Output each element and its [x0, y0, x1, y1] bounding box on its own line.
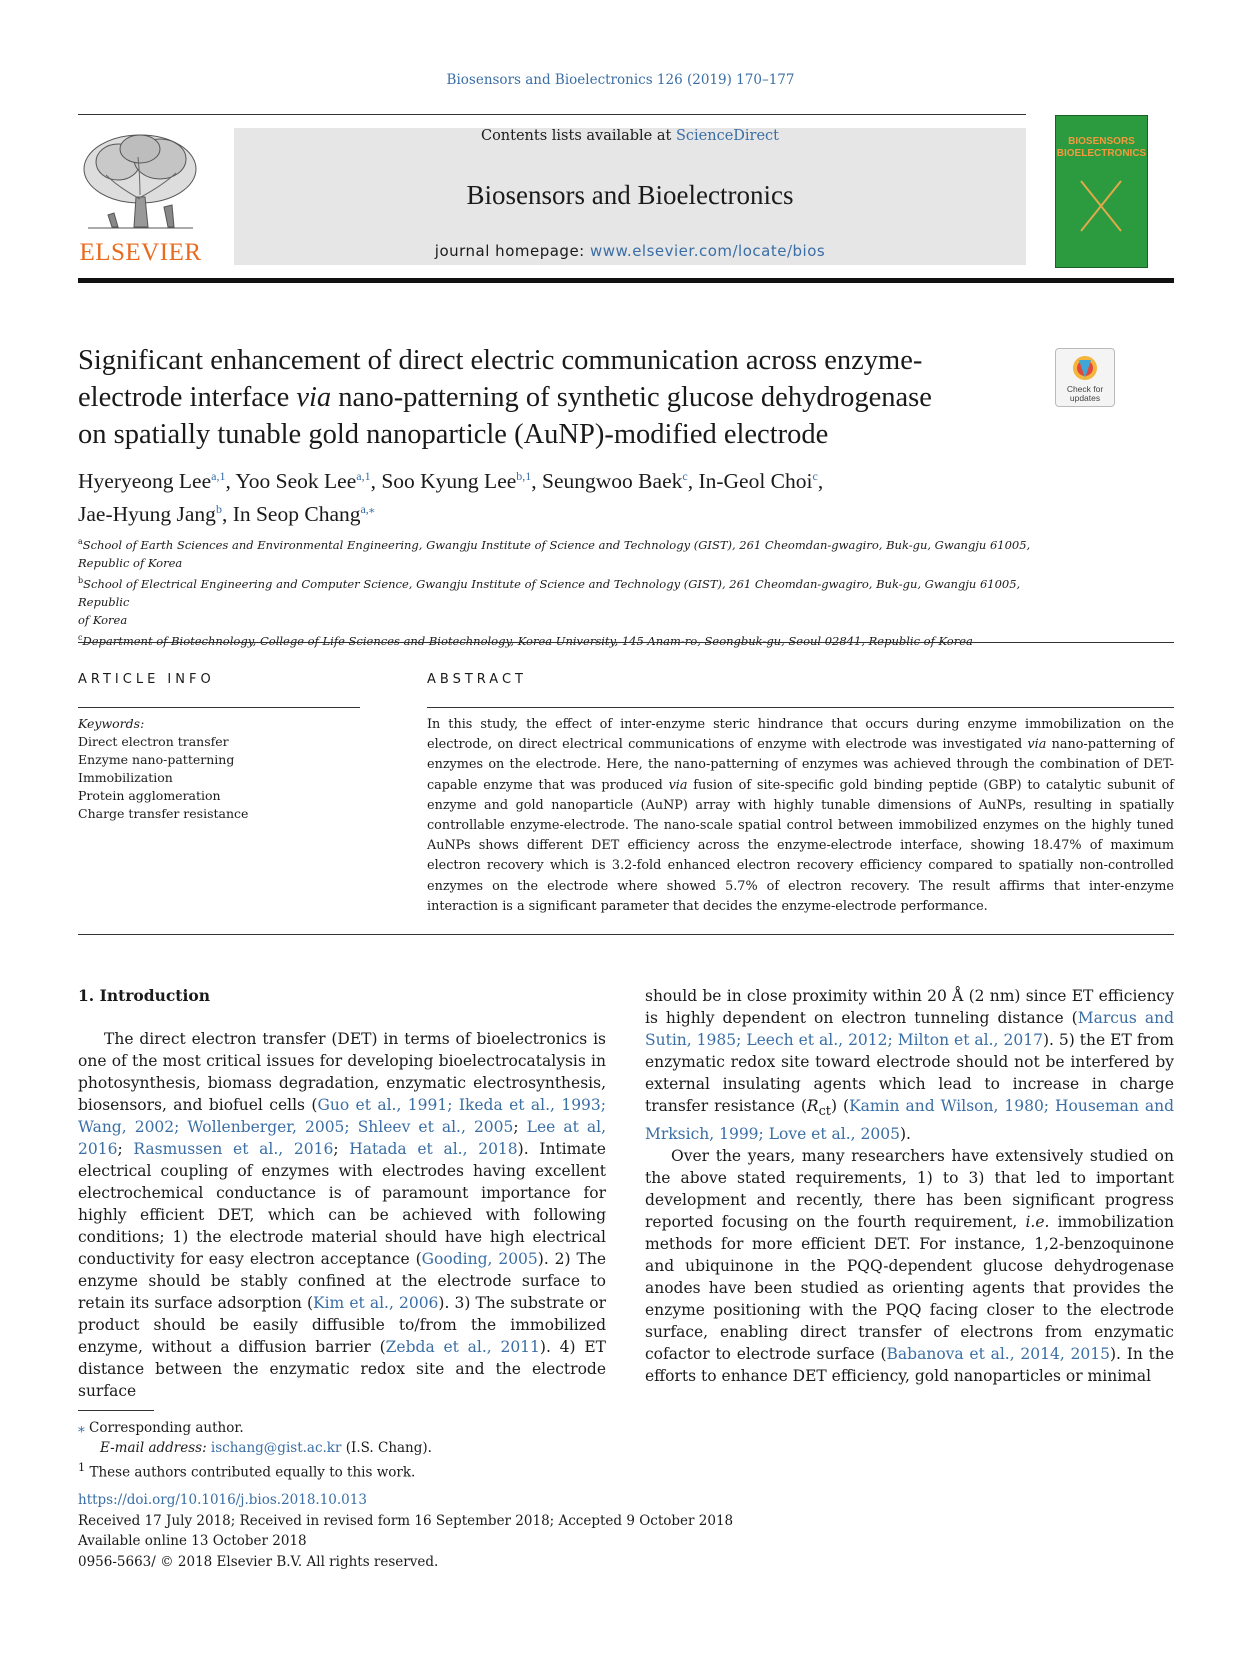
author-affiliation-mark[interactable]: a,1: [356, 469, 371, 483]
title-line: Significant enhancement of direct electric communication across enzyme-: [78, 345, 923, 376]
homepage-prefix: journal homepage:: [434, 242, 590, 260]
text: ;: [513, 1118, 527, 1136]
keyword: Direct electron transfer: [78, 734, 229, 749]
text: ). 3) The substrate or product should be easily diffusible to/from the immobilized enzyme, without a diffusion barrier (: [78, 1294, 606, 1356]
keyword: Protein agglomeration: [78, 788, 221, 803]
author-affiliation-mark[interactable]: a,1: [211, 469, 226, 483]
text: ). 5) the ET from enzymatic redox site toward electrode should not be interfered by external insulating agents which lead to increase in charge transfer resistance (: [645, 1031, 1174, 1115]
sciencedirect-link[interactable]: ScienceDirect: [675, 128, 780, 144]
text-italic: i.e.: [1025, 1213, 1050, 1232]
title-text: electrode interface: [78, 382, 297, 413]
citation-link[interactable]: Kim et al., 2006: [313, 1294, 439, 1312]
citation-link[interactable]: Gooding, 2005: [421, 1250, 538, 1268]
article-info-heading: ARTICLE INFO: [78, 672, 215, 687]
citation-link[interactable]: Lee at al, 2016: [78, 1118, 606, 1158]
divider: [78, 114, 1026, 115]
contents-prefix: Contents lists available at: [480, 128, 676, 144]
publisher-wordmark: ELSEVIER: [79, 239, 202, 266]
footnote-divider: [78, 1410, 154, 1411]
keyword: Charge transfer resistance: [78, 806, 249, 821]
abstract-segment: fusion of site-specific gold binding peptide (GBP) to catalytic subunit of enzyme and gold nanoparticle (AuNP) array with highly tunable dimensions of AuNPs, resulting in spatially controllable enzyme-electrode. The nano-scale spatial control between immobilized enzymes on the highly tuned AuNPs shows different DET efficiency across the enzyme-electrode interface, showing 18.47% of maximum electron recovery which is 3.2-fold enhanced electron recovery efficiency compared to spatially non-controlled enzymes on the electrode where showed 5.7% of electron recovery. The result affirms that inter-enzyme interaction is a significant parameter that decides the enzyme-electrode performance.: [427, 777, 1175, 914]
text: ). Intimate electrical coupling of enzymes with electrodes having excellent electrochemical conductance is of paramount importance for highly efficient DET, which can be achieved with following conditions; 1) the electrode material should have high electrical conductivity for easy electron acceptance (: [78, 1140, 606, 1268]
affiliation-text: School of Electrical Engineering and Computer Science, Gwangju Institute of Science and Technology (GIST), 261 Cheomdan-gwagiro, Buk-gu, Gwangju 61005, Republic: [78, 576, 1021, 609]
abstract-heading: ABSTRACT: [427, 672, 527, 687]
received-dates: Received 17 July 2018; Received in revised form 16 September 2018; Accepted 9 October 2018: [78, 1512, 734, 1529]
affiliations: [78, 533, 1038, 649]
author[interactable]: [78, 469, 235, 493]
keyword: Immobilization: [78, 770, 173, 785]
cover-title-line: BIOELECTRONICS: [1056, 148, 1147, 159]
journal-title: Biosensors and Bioelectronics: [466, 180, 794, 210]
affiliation-a: [78, 533, 1038, 572]
section-heading: 1. Introduction: [78, 986, 210, 1005]
footnote-text: (I.S. Chang).: [341, 1440, 432, 1456]
symbol-subscript: ct: [818, 1104, 831, 1120]
author-separator: ,: [687, 469, 699, 494]
affiliation-text: Republic of Korea: [78, 555, 183, 570]
keywords-label: Keywords:: [78, 716, 145, 731]
author-affiliation-mark[interactable]: c: [812, 469, 818, 483]
author[interactable]: [233, 502, 375, 526]
email-label: E-mail address:: [100, 1440, 211, 1456]
journal-citation-link[interactable]: Biosensors and Bioelectronics 126 (2019) 170–177: [446, 72, 795, 88]
text: ;: [117, 1140, 134, 1158]
title-line: [78, 379, 1038, 416]
cover-graphic-icon: [1076, 176, 1126, 236]
author[interactable]: [235, 469, 381, 493]
author-name: Soo Kyung Lee: [381, 469, 517, 494]
text: ;: [333, 1140, 350, 1158]
text: ).: [899, 1125, 911, 1144]
body-column-left: [78, 985, 606, 1402]
elsevier-logo[interactable]: [78, 127, 203, 267]
author-separator: ,: [225, 469, 236, 494]
keyword: Enzyme nano-patterning: [78, 752, 235, 767]
text: ) (: [830, 1097, 850, 1115]
text: ). In the efforts to enhance DET efficiency, gold nanoparticles or minimal: [645, 1345, 1174, 1386]
affiliation-c: [78, 629, 1038, 650]
divider: [78, 707, 360, 708]
author-name: Hyeryeong Lee: [78, 469, 212, 494]
keywords-block: [78, 715, 360, 823]
paragraph: [645, 1145, 1174, 1387]
footnote-text: These authors contributed equally to this work.: [85, 1464, 416, 1481]
footnote-email: [78, 1438, 878, 1458]
footnote-equal: [78, 1458, 878, 1483]
author-name: Yoo Seok Lee: [235, 469, 357, 494]
text: ). 2) The enzyme should be stably confined at the electrode surface to retain its surface adsorption (: [78, 1250, 606, 1312]
abstract-text: [427, 715, 1174, 917]
body-column-right: [645, 985, 1174, 1387]
affiliation-b: [78, 572, 1038, 629]
affiliation-text: School of Earth Sciences and Environmental Engineering, Gwangju Institute of Science and Technology (GIST), 261 Cheomdan-gwagiro, Buk-gu, Gwangju 61005,: [82, 537, 1031, 552]
affiliation-mark: b: [78, 575, 84, 585]
text: immobilization methods for more efficient DET. For instance, 1,2-benzoquinone and ubiquinone in the PQQ-dependent glucose dehydrogenase anodes have been studied as orienting agents that provides the enzyme positioning with the PQQ facing closer to the electrode surface, enabling direct transfer of electrons from enzymatic cofactor to electrode surface (: [645, 1213, 1174, 1364]
author-affiliation-mark[interactable]: a,⁎: [360, 502, 375, 517]
available-online: Available online 13 October 2018: [78, 1533, 307, 1549]
journal-cover[interactable]: [1055, 115, 1148, 268]
contents-line: [234, 128, 1026, 144]
text: The direct electron transfer (DET) in terms of bioelectronics is one of the most critical issues for developing bioelectrocatalysis in photosynthesis, biomass degradation, enzymatic electrosynthesis, biosensors, and biofuel cells (: [78, 1030, 606, 1114]
author[interactable]: [78, 502, 233, 526]
title-line: on spatially tunable gold nanoparticle (AuNP)-modified electrode: [78, 419, 829, 450]
author-name: Jae-Hyung Jang: [78, 502, 216, 527]
article-title: [78, 342, 1038, 453]
citation-link[interactable]: Kamin and Wilson, 1980; Houseman and Mrksich, 1999; Love et al., 2005: [645, 1097, 1174, 1144]
abstract-segment: In this study, the effect of inter-enzyme steric hindrance that occurs during enzyme immobilization on the electrode, on direct electrical communications of enzyme with electrode was investigated: [427, 717, 1174, 753]
crossmark-icon: [1071, 354, 1099, 384]
paragraph: [645, 985, 1174, 1145]
citation-link[interactable]: Marcus and Sutin, 1985; Leech et al., 2012; Milton et al., 2017: [645, 1009, 1175, 1049]
divider: [78, 642, 1174, 643]
author[interactable]: [542, 469, 698, 493]
journal-homepage: [234, 242, 1026, 260]
author-separator: ,: [370, 469, 382, 494]
affiliation-mark: c: [78, 632, 83, 642]
title-italic: via: [296, 382, 332, 413]
author-affiliation-mark[interactable]: c: [682, 469, 688, 483]
paragraph: [78, 1028, 606, 1402]
footnote-mark: ⁎: [78, 1420, 85, 1436]
author[interactable]: [381, 469, 542, 493]
footnote-corresponding: [78, 1418, 878, 1438]
author-separator: ,: [817, 469, 824, 494]
email-link[interactable]: ischang@gist.ac.kr: [210, 1440, 342, 1456]
author-name: In-Geol Choi: [698, 469, 813, 494]
citation-link[interactable]: Hatada et al., 2018: [349, 1140, 518, 1158]
doi-link[interactable]: https://doi.org/10.1016/j.bios.2018.10.013: [78, 1492, 367, 1508]
footnote-text: Corresponding author.: [84, 1420, 244, 1436]
text: Over the years, many researchers have extensively studied on the above stated requirements, 1) to 3) that led to important development and recently, there has been significant progress reported focusing on the fourth requirement,: [645, 1147, 1174, 1232]
footnotes: [78, 1418, 878, 1483]
text: ). 4) ET distance between the enzymatic redox site and the electrode surface: [78, 1338, 607, 1400]
text: should be in close proximity within 20 Å (2 nm) since ET efficiency is highly dependent on electron tunneling distance (: [645, 987, 1174, 1027]
citation-link[interactable]: Zebda et al., 2011: [385, 1338, 540, 1356]
author-affiliation-mark[interactable]: b,1: [516, 469, 532, 483]
footnote-mark: 1: [78, 1461, 86, 1474]
copyright: 0956-5663/ © 2018 Elsevier B.V. All rights reserved.: [78, 1553, 439, 1570]
divider: [427, 707, 1174, 708]
cover-title-line: BIOSENSORS: [1068, 136, 1135, 147]
author-separator: ,: [221, 502, 233, 527]
homepage-link[interactable]: www.elsevier.com/locate/bios: [590, 242, 826, 260]
citation-link[interactable]: Rasmussen et al., 2016: [133, 1140, 334, 1158]
affiliation-mark: a: [78, 537, 83, 546]
journal-banner: [234, 128, 1026, 265]
author-separator: ,: [531, 469, 543, 494]
header-divider: [78, 278, 1174, 283]
tree-icon: [78, 127, 203, 235]
divider: [78, 934, 1174, 935]
citation-link[interactable]: Babanova et al., 2014, 2015: [886, 1345, 1110, 1364]
author-list: [78, 462, 1058, 528]
author-affiliation-mark[interactable]: b: [215, 502, 222, 517]
abstract-segment: nano-patterning of enzymes on the electrode. Here, the nano-patterning of enzymes was achieved through the combination of DET-capable enzyme that was produced: [427, 737, 1174, 793]
author-name: Seungwoo Baek: [542, 469, 683, 494]
affiliation-text: Department of Biotechnology, College of Life Sciences and Biotechnology, Korea University, 145 Anam-ro, Seongbuk-gu, Seoul 02841, Republic of Korea: [82, 633, 973, 648]
abstract-italic: via: [1027, 737, 1047, 753]
affiliation-text: of Korea: [78, 612, 128, 627]
citation-link[interactable]: Guo et al., 1991; Ikeda et al., 1993; Wang, 2002; Wollenberger, 2005; Shleev et al., 2005: [78, 1096, 606, 1136]
cover-title: [1056, 136, 1147, 160]
title-text: nano-patterning of synthetic glucose dehydrogenase: [331, 382, 932, 413]
author[interactable]: [698, 469, 823, 493]
crossmark-label: Check for updates: [1066, 384, 1104, 403]
abstract-italic: via: [668, 777, 688, 793]
author-name: In Seop Chang: [232, 502, 361, 527]
symbol: R: [806, 1097, 819, 1115]
publication-info: [78, 1490, 978, 1572]
check-for-updates-button[interactable]: [1055, 348, 1115, 407]
